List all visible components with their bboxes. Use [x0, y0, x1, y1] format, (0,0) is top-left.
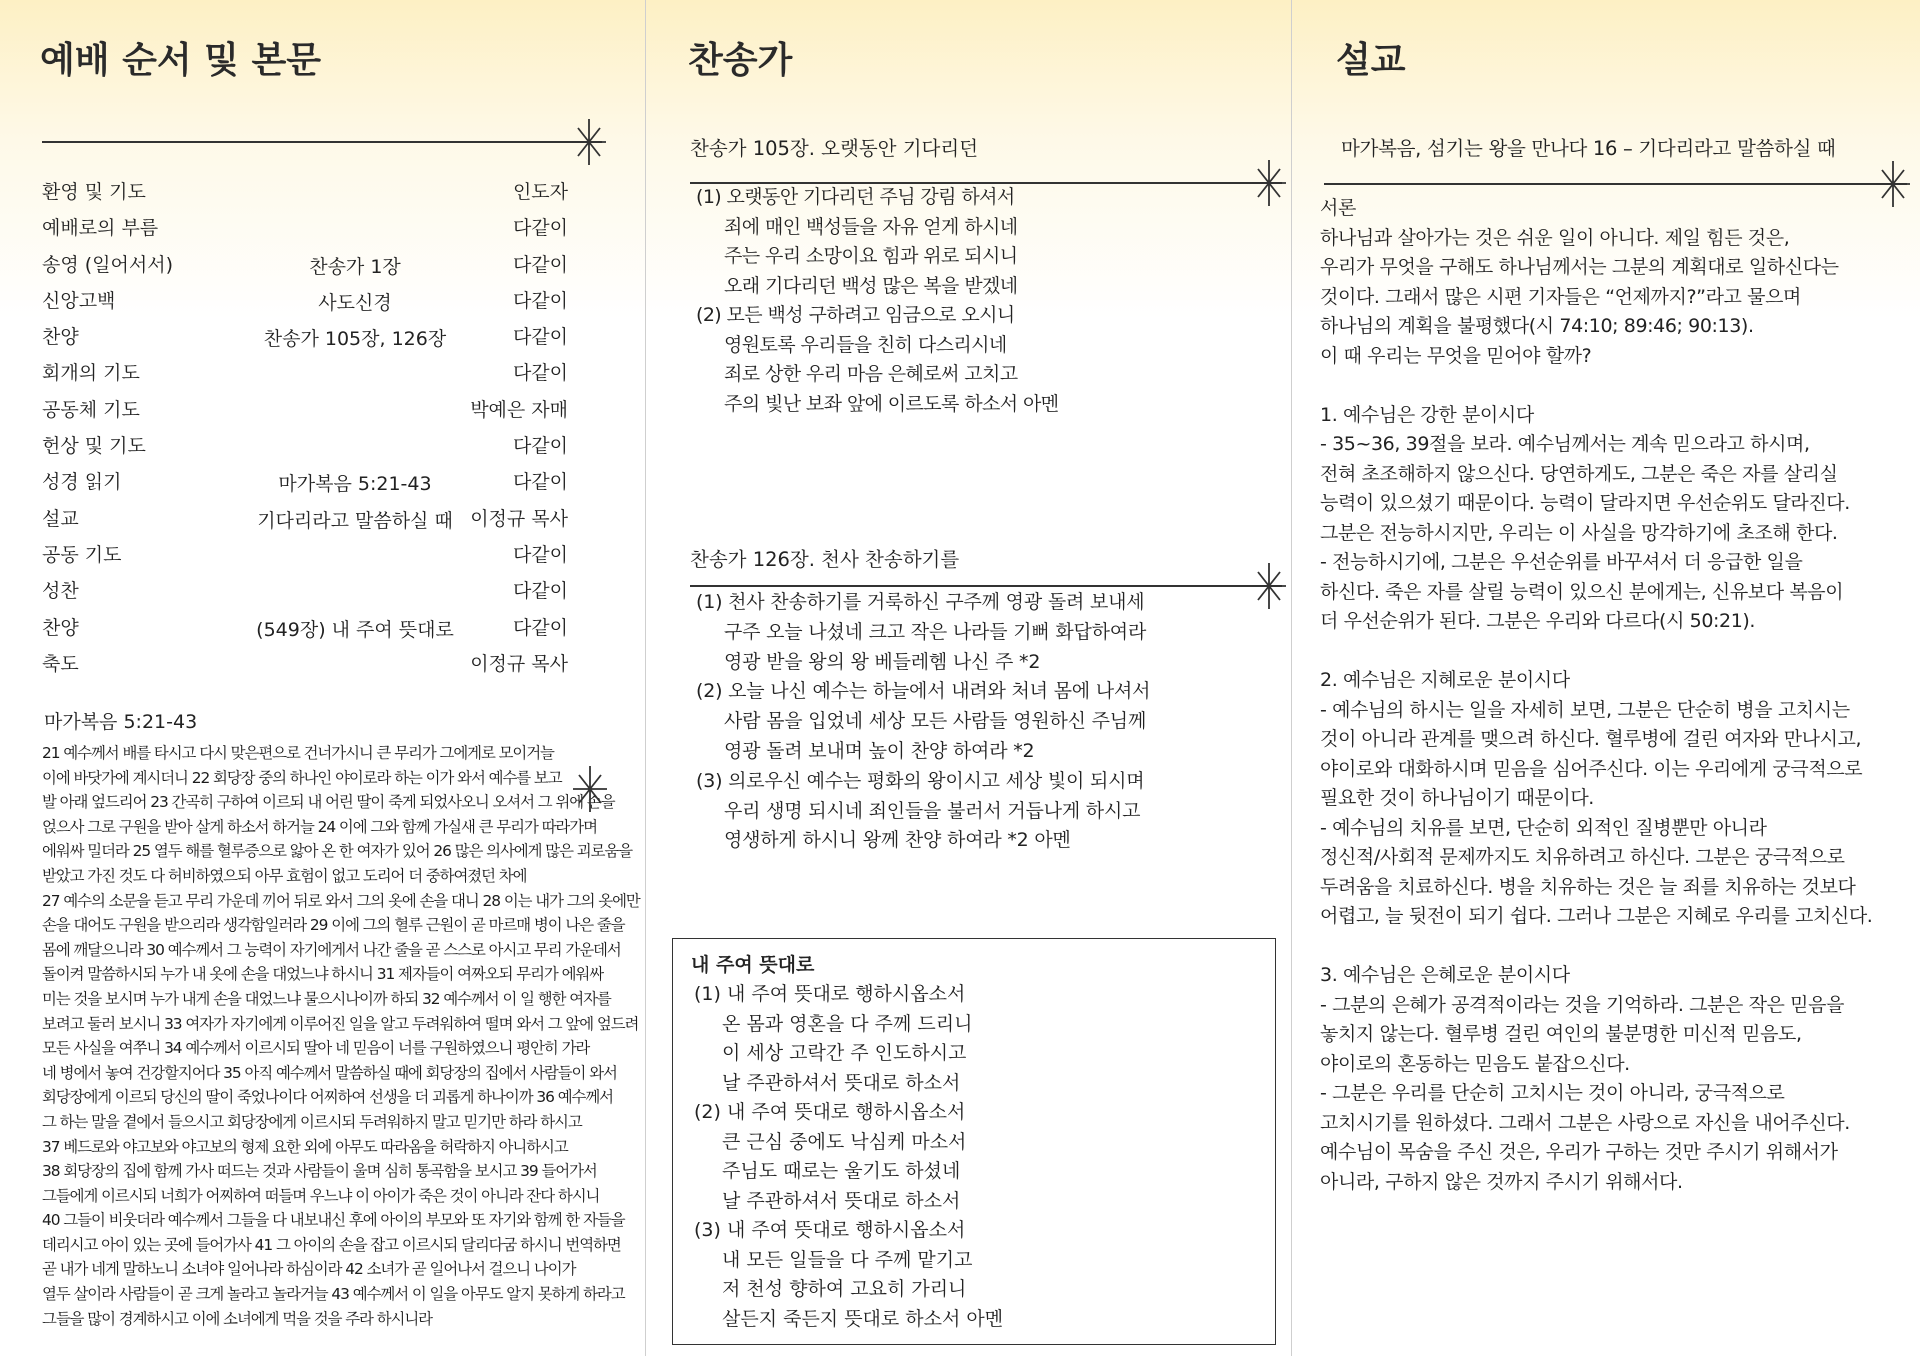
sparkle-icon — [572, 119, 606, 165]
lyric-line: 큰 근심 중에도 낙심케 마소서 — [722, 1130, 967, 1153]
hymn-549-lyrics — [694, 980, 1003, 1334]
order-name: 찬양 — [42, 326, 79, 349]
sermon-line: 전혀 초조해하지 않으신다. 당연하게도, 그분은 죽은 자를 살리실 — [1320, 462, 1838, 485]
sermon-line: 하신다. 죽은 자를 살릴 능력이 있으신 분에게는, 신유보다 복음이 — [1320, 580, 1844, 603]
passage-line: 데리시고 아이 있는 곳에 들어가사 41 그 아이의 손을 잡고 이르시되 달리다굼 하시니 번역하면 — [42, 1235, 621, 1254]
order-row — [40, 180, 600, 216]
sermon-line: - 그분의 은혜가 공격적이라는 것을 기억하라. 그분은 작은 믿음을 — [1320, 993, 1845, 1016]
hymns-column — [646, 0, 1291, 1356]
sparkle-icon — [1252, 563, 1286, 609]
order-name: 설교 — [42, 507, 79, 530]
passage-line: 열두 살이라 사람들이 곧 크게 놀라고 놀라거늘 43 예수께서 이 일을 아무도 알지 못하게 하라고 — [42, 1285, 625, 1304]
order-of-worship-column — [0, 0, 645, 1356]
order-right: 다같이 — [512, 362, 568, 385]
order-right: 다같이 — [512, 289, 568, 312]
sermon-line: 놓치지 않는다. 혈루병 걸린 여인의 불분명한 미신적 믿음도, — [1320, 1023, 1802, 1045]
scripture-passage — [42, 741, 640, 1331]
sermon-line: 고치시기를 원하셨다. 그래서 그분은 사랑으로 자신을 내어주신다. — [1320, 1111, 1850, 1134]
order-row — [40, 325, 600, 361]
lyric-line: (3) 내 주여 뜻대로 행하시옵소서 — [694, 1219, 966, 1241]
sermon-line: 3. 예수님은 은혜로운 분이시다 — [1320, 964, 1570, 986]
order-row — [40, 361, 600, 397]
sparkle-icon — [573, 766, 607, 812]
passage-line: 발 아래 엎드리어 23 간곡히 구하여 이르되 내 어린 딸이 죽게 되었사오니 오셔서 그 위에 손을 — [42, 793, 615, 812]
order-name: 회개의 기도 — [42, 362, 140, 385]
lyric-line: 죄에 매인 백성들을 자유 얻게 하시네 — [724, 215, 1018, 238]
order-center: 마가복음 5:21-43 — [278, 473, 432, 496]
hymn-105-lyrics — [696, 183, 1058, 419]
lyric-line: 주님도 때로는 울기도 하셨네 — [722, 1160, 961, 1182]
sermon-line: 어렵고, 늘 뒷전이 되기 쉽다. 그러나 그분은 지혜로 우리를 고치신다. — [1320, 905, 1873, 927]
passage-line: 이에 바닷가에 계시더니 22 회당장 중의 하나인 야이로라 하는 이가 와서 예수를 보고 — [42, 768, 562, 787]
lyric-line: 저 천성 향하여 고요히 가리니 — [722, 1278, 967, 1300]
sermon-line: 더 우선순위가 된다. 그분은 우리와 다르다(시 50:21). — [1320, 610, 1756, 632]
order-row — [40, 398, 600, 434]
order-center: 찬송가 105장, 126장 — [263, 328, 447, 351]
order-list — [40, 180, 600, 688]
order-name: 축도 — [42, 652, 79, 675]
lyric-line: 영원토록 우리들을 친히 다스리시네 — [724, 333, 1007, 356]
passage-line: 몸에 깨달으니라 30 예수께서 그 능력이 자기에게서 나간 줄을 곧 스스로 아시고 무리 가운데서 — [42, 940, 621, 959]
passage-line: 27 예수의 소문을 듣고 무리 가운데 끼어 뒤로 와서 그의 옷에 손을 대니 28 이는 내가 그의 옷에만 — [42, 891, 640, 910]
lyric-line: 날 주관하셔서 뜻대로 하소서 — [722, 1189, 961, 1212]
lyric-line: (1) 오랫동안 기다리던 주님 강림 하셔서 — [696, 186, 1015, 208]
passage-line: 그들에게 이르시되 너희가 어찌하여 떠들며 우느냐 이 아이가 죽은 것이 아니라 잔다 하시니 — [42, 1186, 600, 1205]
order-right: 다같이 — [512, 580, 568, 603]
order-name: 헌상 및 기도 — [42, 435, 146, 458]
order-row — [40, 543, 600, 579]
passage-line: 돌이켜 말씀하시되 누가 내 옷에 손을 대었느냐 하시니 31 제자들이 여짜오되 무리가 에워싸 — [42, 965, 604, 984]
order-right: 박예은 자매 — [470, 398, 568, 421]
hymn-126-title: 찬송가 126장. 천사 찬송하기를 — [690, 548, 960, 571]
passage-line: 얹으사 그로 구원을 받아 살게 하소서 하거늘 24 이에 그와 함께 가실새 큰 무리가 따라가며 — [42, 817, 597, 836]
passage-line: 곧 내가 네게 말하노니 소녀야 일어나라 하심이라 42 소녀가 곧 일어나서 걸으니 나이가 — [42, 1260, 576, 1279]
passage-reference: 마가복음 5:21-43 — [44, 711, 198, 733]
sermon-line: 필요한 것이 하나님이기 때문이다. — [1320, 787, 1594, 809]
sermon-heading: 설교 — [1336, 40, 1406, 81]
order-center: 기다리라고 말씀하실 때 — [257, 509, 453, 532]
lyric-line: 주는 우리 소망이요 힘과 위로 되시니 — [724, 245, 1018, 267]
lyric-line: (2) 모든 백성 구하려고 임금으로 오시니 — [696, 304, 1015, 326]
lyric-line: 오래 기다리던 백성 많은 복을 받겠네 — [724, 274, 1018, 297]
order-row — [40, 652, 600, 688]
passage-line: 38 회당장의 집에 함께 가사 떠드는 것과 사람들이 울며 심히 통곡함을 보시고 39 들어가서 — [42, 1162, 597, 1181]
order-center: 찬송가 1장 — [309, 255, 401, 278]
order-name: 예배로의 부름 — [42, 217, 159, 240]
order-name: 신앙고백 — [42, 289, 116, 312]
lyric-line: 죄로 상한 우리 마음 은혜로써 고치고 — [724, 363, 1018, 385]
passage-line: 회당장에게 이르되 당신의 딸이 죽었나이다 어찌하여 선생을 더 괴롭게 하나이까 36 예수께서 — [42, 1088, 613, 1107]
hymns-heading: 찬송가 — [688, 40, 793, 81]
passage-line: 40 그들이 비웃더라 예수께서 그들을 다 내보내신 후에 아이의 부모와 또 자기와 함께 한 자들을 — [42, 1211, 625, 1230]
sermon-line: 그분은 전능하시지만, 우리는 이 사실을 망각하기에 초조해 한다. — [1320, 521, 1838, 544]
sermon-column — [1292, 0, 1920, 1356]
order-center: 사도신경 — [318, 291, 392, 314]
sermon-line: - 예수님의 치유를 보면, 단순히 외적인 질병뿐만 아니라 — [1320, 816, 1767, 839]
sermon-line: 하나님의 계획을 불평했다(시 74:10; 89:46; 90:13). — [1320, 315, 1754, 337]
lyric-line: 내 모든 일들을 다 주께 맡기고 — [722, 1248, 973, 1271]
sermon-line: - 예수님의 하시는 일을 자세히 보면, 그분은 단순히 병을 고치시는 — [1320, 698, 1850, 721]
lyric-line: 날 주관하셔서 뜻대로 하소서 — [722, 1071, 961, 1094]
passage-line: 37 베드로와 야고보와 야고보의 형제 요한 외에 아무도 따라옴을 허락하지 아니하시고 — [42, 1137, 568, 1156]
sermon-line — [1320, 637, 1910, 667]
order-right: 다같이 — [512, 217, 568, 240]
sermon-line: - 그분은 우리를 단순히 고치시는 것이 아니라, 궁극적으로 — [1320, 1082, 1785, 1104]
order-name: 공동체 기도 — [42, 398, 140, 421]
order-right: 다같이 — [512, 543, 568, 566]
order-name: 공동 기도 — [42, 543, 122, 566]
order-row — [40, 507, 600, 543]
sermon-line: 야이로의 혼동하는 믿음도 붙잡으신다. — [1320, 1052, 1630, 1075]
passage-line: 미는 것을 보시며 누가 내게 손을 대었느냐 물으시나이까 하되 32 예수께서 이 일 행한 여자를 — [42, 989, 611, 1008]
order-row — [40, 579, 600, 615]
sparkle-icon — [1252, 160, 1286, 206]
lyric-line: 우리 생명 되시네 죄인들을 불러서 거듭나게 하시고 — [724, 799, 1141, 822]
sermon-line: 2. 예수님은 지혜로운 분이시다 — [1320, 669, 1570, 691]
lyric-line: 살든지 죽든지 뜻대로 하소서 아멘 — [722, 1307, 1004, 1330]
order-right: 다같이 — [512, 616, 568, 639]
lyric-line: (1) 내 주여 뜻대로 행하시옵소서 — [694, 983, 966, 1005]
hymn-549-title: 내 주여 뜻대로 — [691, 954, 815, 976]
passage-line: 네 병에서 놓여 건강할지어다 35 아직 예수께서 말씀하실 때에 회당장의 집에서 사람들이 와서 — [42, 1063, 617, 1082]
passage-line: 21 예수께서 배를 타시고 다시 맞은편으로 건너가시니 큰 무리가 그에게로 모이거늘 — [42, 744, 554, 762]
sermon-line: 것이다. 그래서 많은 시편 기자들은 “언제까지?”라고 물으며 — [1320, 285, 1801, 308]
sermon-line: 정신적/사회적 문제까지도 치유하려고 하신다. 그분은 궁극적으로 — [1320, 846, 1845, 868]
sermon-line: 우리가 무엇을 구해도 하나님께서는 그분의 계획대로 일하신다는 — [1320, 256, 1839, 278]
order-right: 다같이 — [512, 326, 568, 349]
sermon-line: 서론 — [1320, 197, 1356, 219]
sermon-line: 아니라, 구하지 않은 것까지 주시기 위해서다. — [1320, 1170, 1683, 1193]
passage-line: 모든 사실을 여쭈니 34 예수께서 이르시되 딸아 네 믿음이 너를 구원하였으니 평안히 가라 — [42, 1039, 590, 1058]
order-row — [40, 616, 600, 652]
order-right: 이정규 목사 — [470, 507, 568, 530]
lyric-line: 영생하게 하시니 왕께 찬양 하여라 *2 아멘 — [724, 829, 1071, 852]
sermon-line: 능력이 있으셨기 때문이다. 능력이 달라지면 우선순위도 달라진다. — [1320, 492, 1850, 514]
order-name: 성찬 — [42, 580, 79, 603]
order-row — [40, 253, 600, 289]
order-right: 다같이 — [512, 471, 568, 494]
lyric-line: (2) 오늘 나신 예수는 하늘에서 내려와 처녀 몸에 나셔서 — [696, 680, 1151, 703]
sermon-body — [1320, 194, 1910, 1197]
sermon-line — [1320, 932, 1910, 962]
hymn-rule — [690, 585, 1282, 587]
sermon-line: 예수님이 목숨을 주신 것은, 우리가 구하는 것만 주시기 위해서가 — [1320, 1141, 1838, 1163]
passage-line: 그들을 많이 경계하시고 이에 소녀에게 먹을 것을 주라 하시니라 — [42, 1309, 432, 1328]
sermon-line: - 35~36, 39절을 보라. 예수님께서는 계속 믿으라고 하시며, — [1320, 433, 1810, 455]
order-row — [40, 216, 600, 252]
order-name: 환영 및 기도 — [42, 181, 146, 203]
sermon-rule — [1324, 183, 1907, 185]
order-name: 송영 (일어서서) — [42, 253, 173, 276]
lyric-line: 사람 몸을 입었네 세상 모든 사람들 영원하신 주님께 — [724, 710, 1147, 733]
order-heading: 예배 순서 및 본문 — [40, 40, 322, 81]
sermon-line: 야이로와 대화하시며 믿음을 심어주신다. 이는 우리에게 궁극적으로 — [1320, 757, 1863, 780]
lyric-line: 온 몸과 영혼을 다 주께 드리니 — [722, 1012, 973, 1035]
sermon-line: 두려움을 치료하신다. 병을 치유하는 것은 늘 죄를 치유하는 것보다 — [1320, 875, 1856, 898]
order-row — [40, 289, 600, 325]
order-name: 성경 읽기 — [42, 471, 122, 494]
order-right: 다같이 — [512, 253, 568, 276]
sermon-line — [1320, 371, 1910, 401]
order-name: 찬양 — [42, 616, 79, 639]
passage-line: 손을 대어도 구원을 받으리라 생각함일러라 29 이에 그의 혈루 근원이 곧 마르매 병이 나은 줄을 — [42, 916, 625, 935]
hymn-126-lyrics — [696, 588, 1150, 856]
lyric-line: 이 세상 고락간 주 인도하시고 — [722, 1042, 967, 1064]
hymn-105-title: 찬송가 105장. 오랫동안 기다리던 — [690, 137, 979, 160]
lyric-line: (2) 내 주여 뜻대로 행하시옵소서 — [694, 1101, 966, 1123]
lyric-line: 주의 빛난 보좌 앞에 이르도록 하소서 아멘 — [724, 392, 1059, 415]
sermon-line: 것이 아니라 관계를 맺으려 하신다. 혈루병에 걸린 여자와 만나시고, — [1320, 728, 1862, 750]
order-center: (549장) 내 주여 뜻대로 — [256, 618, 454, 641]
sermon-line: 1. 예수님은 강한 분이시다 — [1320, 403, 1534, 426]
order-right: 인도자 — [512, 181, 568, 203]
sermon-line: 이 때 우리는 무엇을 믿어야 할까? — [1320, 344, 1592, 367]
heading-rule — [42, 141, 602, 143]
lyric-line: 영광 받을 왕의 왕 베들레헴 나신 주 *2 — [724, 650, 1041, 673]
lyric-line: 영광 돌려 보내며 높이 찬양 하여라 *2 — [724, 739, 1035, 762]
order-right: 다같이 — [512, 435, 568, 458]
lyric-line: 구주 오늘 나셨네 크고 작은 나라들 기뻐 화답하여라 — [724, 620, 1147, 643]
order-row — [40, 434, 600, 470]
lyric-line: (3) 의로우신 예수는 평화의 왕이시고 세상 빛이 되시며 — [696, 769, 1145, 792]
sermon-title: 마가복음, 섬기는 왕을 만나다 16 – 기다리라고 말씀하실 때 — [1341, 137, 1836, 160]
sermon-line: - 전능하시기에, 그분은 우선순위를 바꾸셔서 더 응급한 일을 — [1320, 551, 1803, 573]
lyric-line: (1) 천사 찬송하기를 거룩하신 구주께 영광 돌려 보내세 — [696, 591, 1145, 613]
passage-line: 받았고 가진 것도 다 허비하였으되 아무 효험이 없고 도리어 더 중하여졌던 차에 — [42, 866, 527, 885]
passage-line: 에워싸 밀더라 25 열두 해를 혈루증으로 앓아 온 한 여자가 있어 26 많은 의사에게 많은 괴로움을 — [42, 842, 633, 861]
order-right: 이정규 목사 — [470, 652, 568, 675]
passage-line: 그 하는 말을 곁에서 들으시고 회당장에게 이르시되 두려워하지 말고 믿기만 하라 하시고 — [42, 1112, 582, 1131]
order-row — [40, 470, 600, 506]
passage-line: 보려고 둘러 보시니 33 여자가 자기에게 이루어진 일을 알고 두려워하여 떨며 와서 그 앞에 엎드려 — [42, 1014, 639, 1033]
sermon-line: 하나님과 살아가는 것은 쉬운 일이 아니다. 제일 힘든 것은, — [1320, 226, 1790, 249]
